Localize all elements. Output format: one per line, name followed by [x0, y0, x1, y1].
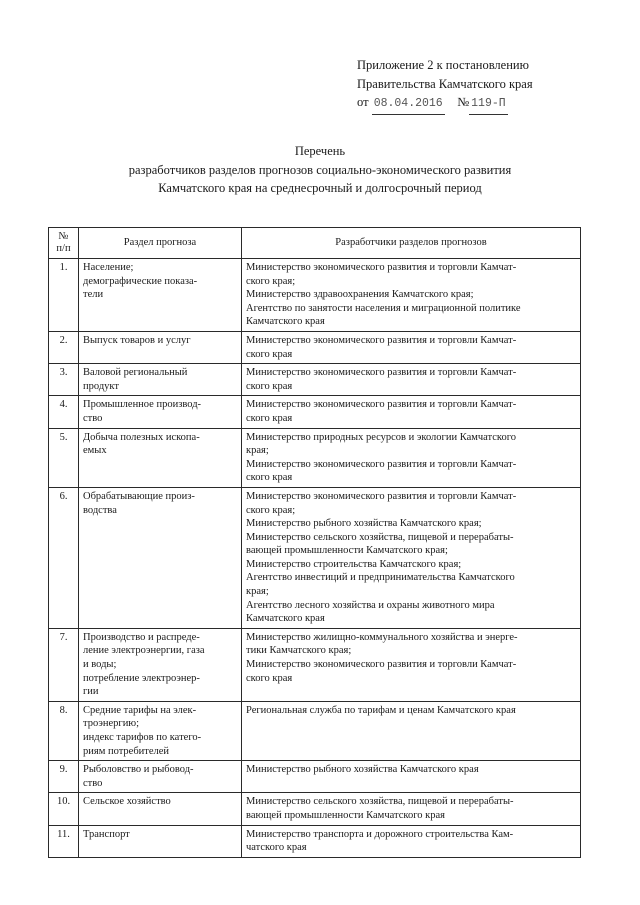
developer-line: Министерство сельского хозяйства, пищевой и перерабаты- — [246, 796, 514, 808]
row-number: 1. — [49, 259, 79, 332]
row-developers — [242, 701, 581, 760]
developer-line: ского края — [246, 380, 293, 392]
developer-line: Министерство экономического развития и торговли Камчат- — [246, 262, 517, 273]
developer-line: ского края — [246, 672, 293, 684]
developer-line: Агентство инвестиций и предпринимательства Камчатского — [246, 572, 515, 584]
table-row — [49, 793, 581, 825]
row-number: 4. — [49, 396, 79, 428]
row-developers — [242, 793, 581, 825]
title-heading: Перечень — [294, 144, 346, 158]
developer-line: Министерство жилищно-коммунального хозяйства и энерге- — [246, 631, 518, 643]
row-number: 3. — [49, 364, 79, 396]
title-line-2: Камчатского края на среднесрочный и долгосрочный период — [158, 181, 482, 195]
header-section: Раздел прогноза — [79, 228, 242, 259]
developer-line: Агентство по занятости населения и миграционной политике — [246, 302, 521, 314]
developer-line: Камчатского края — [246, 316, 325, 328]
section-line: индекс тарифов по катего- — [83, 732, 202, 743]
section-line: ство — [83, 777, 103, 789]
row-developers — [242, 396, 581, 428]
section-line: ство — [83, 412, 103, 424]
section-line: тели — [83, 289, 104, 301]
table-row — [49, 628, 581, 701]
row-number: 2. — [49, 331, 79, 363]
section-line: Население; — [83, 262, 134, 273]
section-line: риям потребителей — [83, 745, 170, 757]
row-section — [79, 396, 242, 428]
section-line: Добыча полезных ископа- — [83, 431, 200, 443]
row-number: 10. — [49, 793, 79, 825]
table-header-row — [49, 228, 581, 259]
section-line: ление электроэнергии, газа — [83, 645, 205, 657]
developer-line: ского края — [246, 472, 293, 484]
section-line: продукт — [83, 380, 119, 392]
row-developers — [242, 628, 581, 701]
appendix-line-2: Правительства Камчатского края — [357, 76, 533, 91]
section-line: гии — [83, 686, 99, 698]
row-developers — [242, 428, 581, 487]
table-row — [49, 761, 581, 793]
appendix-from: от — [357, 95, 369, 109]
developer-line: вающей промышленности Камчатского края — [246, 809, 445, 821]
table-row — [49, 331, 581, 363]
table-row — [49, 825, 581, 857]
developer-line: вающей промышленности Камчатского края; — [246, 545, 448, 557]
table-row — [49, 364, 581, 396]
developer-line: Министерство здравоохранения Камчатского края; — [246, 289, 474, 301]
developer-line: Министерство сельского хозяйства, пищевой и перерабаты- — [246, 531, 514, 543]
developer-line: края; — [246, 586, 269, 598]
developer-line: Камчатского края — [246, 613, 325, 625]
developer-line: Министерство экономического развития и торговли Камчат- — [246, 334, 517, 346]
section-line: потребление электроэнер- — [83, 672, 200, 684]
developer-line: Министерство транспорта и дорожного строительства Кам- — [246, 828, 514, 840]
developer-line: тики Камчатского края; — [246, 645, 352, 657]
developers-table — [48, 227, 581, 858]
section-line: Производство и распреде- — [83, 631, 200, 643]
section-line: емых — [83, 445, 107, 457]
row-section — [79, 259, 242, 332]
developer-line: Министерство строительства Камчатского края; — [246, 558, 462, 570]
developer-line: чатского края — [246, 842, 307, 854]
appendix-line-1: Приложение 2 к постановлению — [357, 58, 529, 72]
developer-line: Министерство экономического развития и торговли Камчат- — [246, 367, 517, 379]
developer-line: Министерство рыбного хозяйства Камчатского края; — [246, 518, 482, 530]
section-line: Обрабатывающие произ- — [83, 490, 195, 502]
row-section — [79, 793, 242, 825]
developer-line: Министерство экономического развития и торговли Камчат- — [246, 659, 517, 671]
title-line-1: разработчиков разделов прогнозов социально-экономического развития — [128, 162, 512, 177]
appendix-number: 119-П — [469, 95, 508, 115]
developer-line: Министерство экономического развития и торговли Камчат- — [246, 458, 517, 470]
table-row — [49, 259, 581, 332]
row-section — [79, 701, 242, 760]
developer-line: ского края — [246, 412, 293, 424]
section-line: и воды; — [83, 659, 117, 671]
row-number: 8. — [49, 701, 79, 760]
section-line: демографические показа- — [83, 275, 198, 287]
table-row — [49, 396, 581, 428]
row-section — [79, 487, 242, 628]
row-number: 7. — [49, 628, 79, 701]
appendix-line-3 — [357, 93, 617, 115]
header-number: № п/п — [49, 228, 79, 259]
appendix-number-sign: № — [457, 95, 470, 109]
developer-line: Министерство рыбного хозяйства Камчатского края — [246, 764, 479, 776]
section-line: Транспорт — [83, 828, 130, 840]
row-developers — [242, 761, 581, 793]
developer-line: Министерство экономического развития и торговли Камчат- — [246, 399, 517, 411]
row-section — [79, 628, 242, 701]
section-line: Промышленное производ- — [83, 399, 202, 411]
row-developers — [242, 259, 581, 332]
header-developers: Разработчики разделов прогнозов — [242, 228, 581, 259]
row-developers — [242, 331, 581, 363]
developer-line: ского края — [246, 348, 293, 360]
appendix-date: 08.04.2016 — [372, 95, 445, 115]
row-section — [79, 331, 242, 363]
developer-line: Региональная служба по тарифам и ценам Камчатского края — [246, 704, 516, 716]
row-number: 5. — [49, 428, 79, 487]
developer-line: Министерство экономического развития и торговли Камчат- — [246, 490, 517, 502]
table-row — [49, 701, 581, 760]
appendix-note — [357, 56, 617, 115]
row-developers — [242, 825, 581, 857]
section-line: Выпуск товаров и услуг — [83, 334, 191, 346]
row-section — [79, 428, 242, 487]
section-line: троэнергию; — [83, 718, 140, 730]
developer-line: Агентство лесного хозяйства и охраны животного мира — [246, 599, 495, 611]
developer-line: ского края; — [246, 275, 296, 287]
table-row — [49, 428, 581, 487]
developer-line: ского края; — [246, 504, 296, 516]
row-section — [79, 761, 242, 793]
developer-line: Министерство природных ресурсов и экологии Камчатского — [246, 431, 517, 443]
row-developers — [242, 364, 581, 396]
section-line: Средние тарифы на элек- — [83, 704, 197, 716]
section-line: водства — [83, 504, 117, 516]
section-line: Рыболовство и рыбовод- — [83, 764, 194, 776]
section-line: Сельское хозяйство — [83, 796, 171, 808]
row-developers — [242, 487, 581, 628]
row-section — [79, 825, 242, 857]
document-title — [60, 142, 580, 198]
table-row — [49, 487, 581, 628]
developer-line: края; — [246, 445, 269, 457]
section-line: Валовой региональный — [83, 367, 188, 379]
row-section — [79, 364, 242, 396]
table-body — [49, 259, 581, 858]
row-number: 6. — [49, 487, 79, 628]
row-number: 9. — [49, 761, 79, 793]
row-number: 11. — [49, 825, 79, 857]
